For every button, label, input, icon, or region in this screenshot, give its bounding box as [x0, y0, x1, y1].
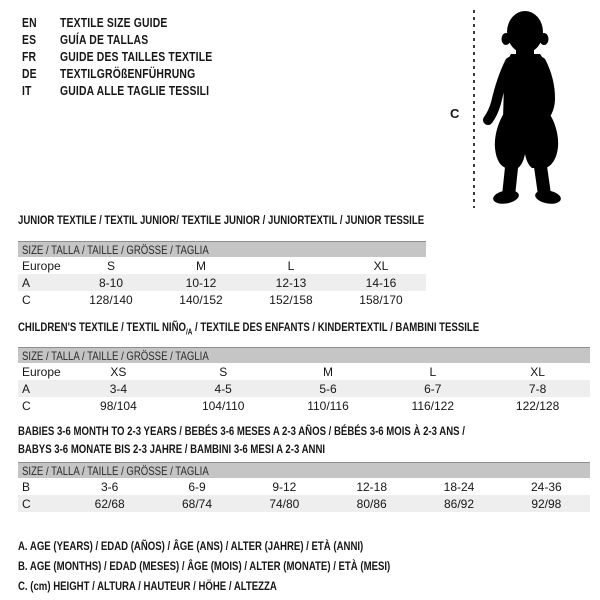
cell: 140/152 — [179, 292, 223, 307]
table-row — [18, 495, 590, 512]
cell: 10-12 — [185, 275, 217, 290]
language-code: ES — [22, 32, 37, 47]
cell: 74/80 — [269, 496, 300, 511]
legend-line-c — [18, 576, 483, 596]
cell: 128/140 — [89, 292, 133, 307]
babies-table-title — [18, 422, 577, 458]
row-label: C — [22, 496, 31, 511]
junior-table-title-text: JUNIOR TEXTILE / TEXTIL JUNIOR/ TEXTILE JUNIOR / JUNIORTEXTIL / JUNIOR TESSILE — [18, 213, 425, 227]
language-code: EN — [22, 15, 37, 30]
cell: L — [429, 364, 437, 379]
size-header-bar — [18, 347, 590, 363]
table-row — [18, 291, 426, 308]
legend-line-a — [18, 536, 483, 556]
language-row-fr — [22, 48, 250, 65]
size-header-text: SIZE / TALLA / TAILLE / GRÖSSE / TAGLIA — [22, 464, 209, 478]
size-header-bar — [18, 241, 426, 257]
cell: S — [106, 258, 115, 273]
size-header-bar — [18, 462, 590, 478]
table-row — [18, 257, 426, 274]
cell: 7-8 — [528, 381, 547, 396]
cell: 5-6 — [319, 381, 337, 396]
cell: 8-10 — [98, 275, 124, 290]
row-label: C — [22, 398, 31, 413]
cell: M — [196, 258, 206, 273]
language-code: IT — [22, 83, 32, 98]
table-row — [18, 478, 590, 495]
row-label: Europe — [22, 364, 61, 379]
table-row — [18, 274, 426, 291]
cell: 9-12 — [272, 479, 297, 494]
row-label: C — [22, 292, 31, 307]
language-title-block — [22, 14, 250, 99]
children-table-title-text — [18, 318, 479, 341]
cell: 158/170 — [359, 292, 403, 307]
junior-table-title — [18, 211, 526, 229]
size-header-text: SIZE / TALLA / TAILLE / GRÖSSE / TAGLIA — [22, 243, 209, 257]
cell: 6-7 — [424, 381, 442, 396]
cell: 104/110 — [201, 398, 245, 413]
table-row — [18, 363, 590, 380]
cell: 6-9 — [188, 479, 206, 494]
height-measure-line — [473, 10, 475, 208]
cell: 152/158 — [269, 292, 313, 307]
children-size-table — [18, 347, 590, 414]
language-row-en — [22, 14, 250, 31]
language-label: GUÍA DE TALLAS — [60, 32, 149, 47]
babies-title-line2: BABYS 3-6 MONATE BIS 2-3 JAHRE / BAMBINI 3-6 MESI A 2-3 ANNI — [18, 442, 326, 456]
babies-size-table — [18, 462, 590, 512]
language-row-de — [22, 65, 250, 82]
language-row-it — [22, 82, 250, 99]
table-row — [18, 397, 590, 414]
language-label: GUIDA ALLE TAGLIE TESSILI — [60, 83, 210, 98]
cell: 80/86 — [356, 496, 387, 511]
language-label: TEXTILGRÖßENFÜHRUNG — [60, 66, 196, 81]
cell: XS — [110, 364, 127, 379]
cell: 92/98 — [531, 496, 562, 511]
language-code: DE — [22, 66, 37, 81]
row-label: A — [22, 275, 31, 290]
size-header-text: SIZE / TALLA / TAILLE / GRÖSSE / TAGLIA — [22, 349, 209, 363]
cell: 4-5 — [214, 381, 232, 396]
title-prefix: CHILDREN'S TEXTILE / TEXTIL NIÑO — [18, 320, 186, 334]
cell: 3-6 — [100, 479, 119, 494]
cell: S — [219, 364, 228, 379]
legend-text: C. (cm) HEIGHT / ALTURA / HAUTEUR / HÖHE / ALTEZZA — [18, 579, 277, 593]
cell: 110/116 — [307, 398, 349, 413]
cell: 86/92 — [443, 496, 474, 511]
row-label: A — [22, 381, 31, 396]
height-measure-label: C — [450, 106, 460, 121]
cell: 68/74 — [181, 496, 212, 511]
legend-line-b — [18, 556, 483, 576]
language-code: FR — [22, 49, 37, 64]
cell: XL — [530, 364, 545, 379]
cell: 62/68 — [94, 496, 125, 511]
cell: 98/104 — [100, 398, 137, 413]
cell: XL — [373, 258, 389, 273]
cell: L — [287, 258, 295, 273]
legend-text: B. AGE (MONTHS) / EDAD (MESES) / ÂGE (MOIS) / ALTER (MONATE) / ETÀ (MESI) — [18, 559, 391, 573]
language-row-es — [22, 31, 250, 48]
legend-text: A. AGE (YEARS) / EDAD (AÑOS) / ÂGE (ANS) / ALTER (JAHRE) / ETÀ (ANNI) — [18, 539, 364, 553]
cell: 3-4 — [109, 381, 128, 396]
cell: 116/122 — [411, 398, 455, 413]
title-subscript: /A — [185, 327, 193, 337]
cell: 18-24 — [443, 479, 475, 494]
junior-size-table — [18, 241, 426, 308]
language-label: TEXTILE SIZE GUIDE — [60, 15, 168, 30]
babies-title-line1: BABIES 3-6 MONTH TO 2-3 YEARS / BEBÉS 3-6 MESES A 2-3 AÑOS / BÉBÉS 3-6 MOIS À 2-3 ANS / — [18, 424, 465, 438]
language-label: GUIDE DES TAILLES TEXTILE — [60, 49, 213, 64]
children-table-title — [18, 318, 594, 341]
cell: M — [322, 364, 333, 379]
toddler-silhouette — [479, 8, 579, 208]
legend — [18, 536, 483, 596]
cell: 12-18 — [356, 479, 388, 494]
cell: 14-16 — [365, 275, 397, 290]
row-label: Europe — [22, 258, 61, 273]
cell: 122/128 — [515, 398, 560, 413]
row-label: B — [22, 479, 31, 494]
table-row — [18, 380, 590, 397]
cell: 12-13 — [275, 275, 307, 290]
cell: 24-36 — [530, 479, 562, 494]
title-suffix: / TEXTILE DES ENFANTS / KINDERTEXTIL / BAMBINI TESSILE — [192, 320, 480, 334]
